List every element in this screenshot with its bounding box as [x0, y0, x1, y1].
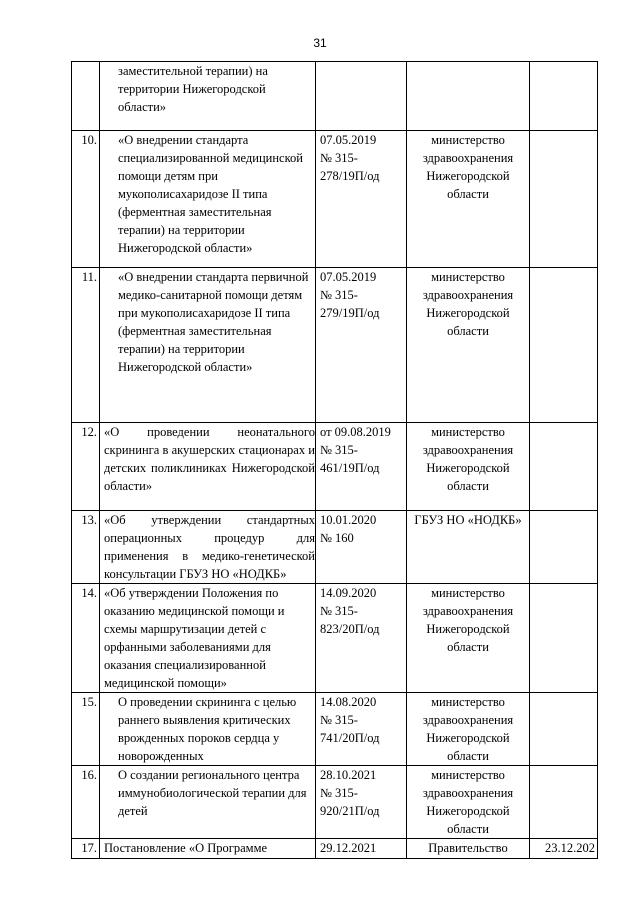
- extra-column: [530, 62, 598, 131]
- document-date: 07.05.2019 № 315- 279/19П/од: [316, 268, 407, 423]
- row-number: 13.: [72, 511, 100, 584]
- document-date: 10.01.2020 № 160: [316, 511, 407, 584]
- document-title: заместительной терапии) на территории Нижегородской области»: [100, 62, 316, 131]
- row-number: [72, 62, 100, 131]
- document-title: О проведении скрининга с целью раннего выявления критических врожденных пороков сердца у новорожденных: [100, 693, 316, 766]
- table-row: [72, 131, 598, 268]
- document-date: 14.09.2020 № 315- 823/20П/од: [316, 584, 407, 693]
- issuing-body: [407, 62, 530, 131]
- issuing-body: министерство здравоохранения Нижегородской области: [407, 131, 530, 268]
- table-row: [72, 62, 598, 131]
- issuing-body: министерство здравоохранения Нижегородской области: [407, 584, 530, 693]
- document-title: О создании регионального центра иммунобиологической терапии для детей: [100, 766, 316, 839]
- extra-column: [530, 268, 598, 423]
- document-title: «О внедрении стандарта специализированной медицинской помощи детям при мукополисахаридозе II типа (ферментная заместительная терапии) на территории Нижегородской области»: [100, 131, 316, 268]
- document-date: 14.08.2020 № 315- 741/20П/од: [316, 693, 407, 766]
- document-date: 28.10.2021 № 315- 920/21П/од: [316, 766, 407, 839]
- extra-column: [530, 693, 598, 766]
- document-date: от 09.08.2019 № 315- 461/19П/од: [316, 423, 407, 511]
- extra-column: [530, 511, 598, 584]
- document-title: Постановление «О Программе: [100, 839, 316, 859]
- document-title: «Об утверждении Положения по оказанию медицинской помощи и схемы маршрутизации детей с орфанными заболеваниями для оказания специализированной медицинской помощи»: [100, 584, 316, 693]
- extra-column: [530, 766, 598, 839]
- table-row: [72, 693, 598, 766]
- regulations-table: [71, 61, 598, 859]
- extra-column: [530, 584, 598, 693]
- issuing-body: министерство здравоохранения Нижегородской области: [407, 423, 530, 511]
- issuing-body: министерство здравоохранения Нижегородской области: [407, 268, 530, 423]
- document-title: «О внедрении стандарта первичной медико-санитарной помощи детям при мукополисахаридозе II типа (ферментная заместительная терапии) на территории Нижегородской области»: [100, 268, 316, 423]
- document-title: «О проведении неонатального скрининга в акушерских стационарах и детских поликлиниках Нижегородской области»: [100, 423, 316, 511]
- table-row: [72, 423, 598, 511]
- table-row: [72, 584, 598, 693]
- table-row: [72, 268, 598, 423]
- row-number: 14.: [72, 584, 100, 693]
- row-number: 15.: [72, 693, 100, 766]
- row-number: 10.: [72, 131, 100, 268]
- row-number: 12.: [72, 423, 100, 511]
- extra-column: [530, 423, 598, 511]
- issuing-body: министерство здравоохранения Нижегородской области: [407, 766, 530, 839]
- extra-column: 23.12.202: [530, 839, 598, 859]
- extra-column: [530, 131, 598, 268]
- document-date: 07.05.2019 № 315- 278/19П/од: [316, 131, 407, 268]
- table-row: [72, 766, 598, 839]
- table-row: [72, 511, 598, 584]
- document-title: «Об утверждении стандартных операционных процедур для применения в медико-генетической консультации ГБУЗ НО «НОДКБ»: [100, 511, 316, 584]
- row-number: 16.: [72, 766, 100, 839]
- document-date: 29.12.2021: [316, 839, 407, 859]
- issuing-body: Правительство: [407, 839, 530, 859]
- issuing-body: министерство здравоохранения Нижегородской области: [407, 693, 530, 766]
- row-number: 17.: [72, 839, 100, 859]
- row-number: 11.: [72, 268, 100, 423]
- document-date: [316, 62, 407, 131]
- table-row: [72, 839, 598, 859]
- issuing-body: ГБУЗ НО «НОДКБ»: [407, 511, 530, 584]
- page-number: 31: [313, 36, 327, 50]
